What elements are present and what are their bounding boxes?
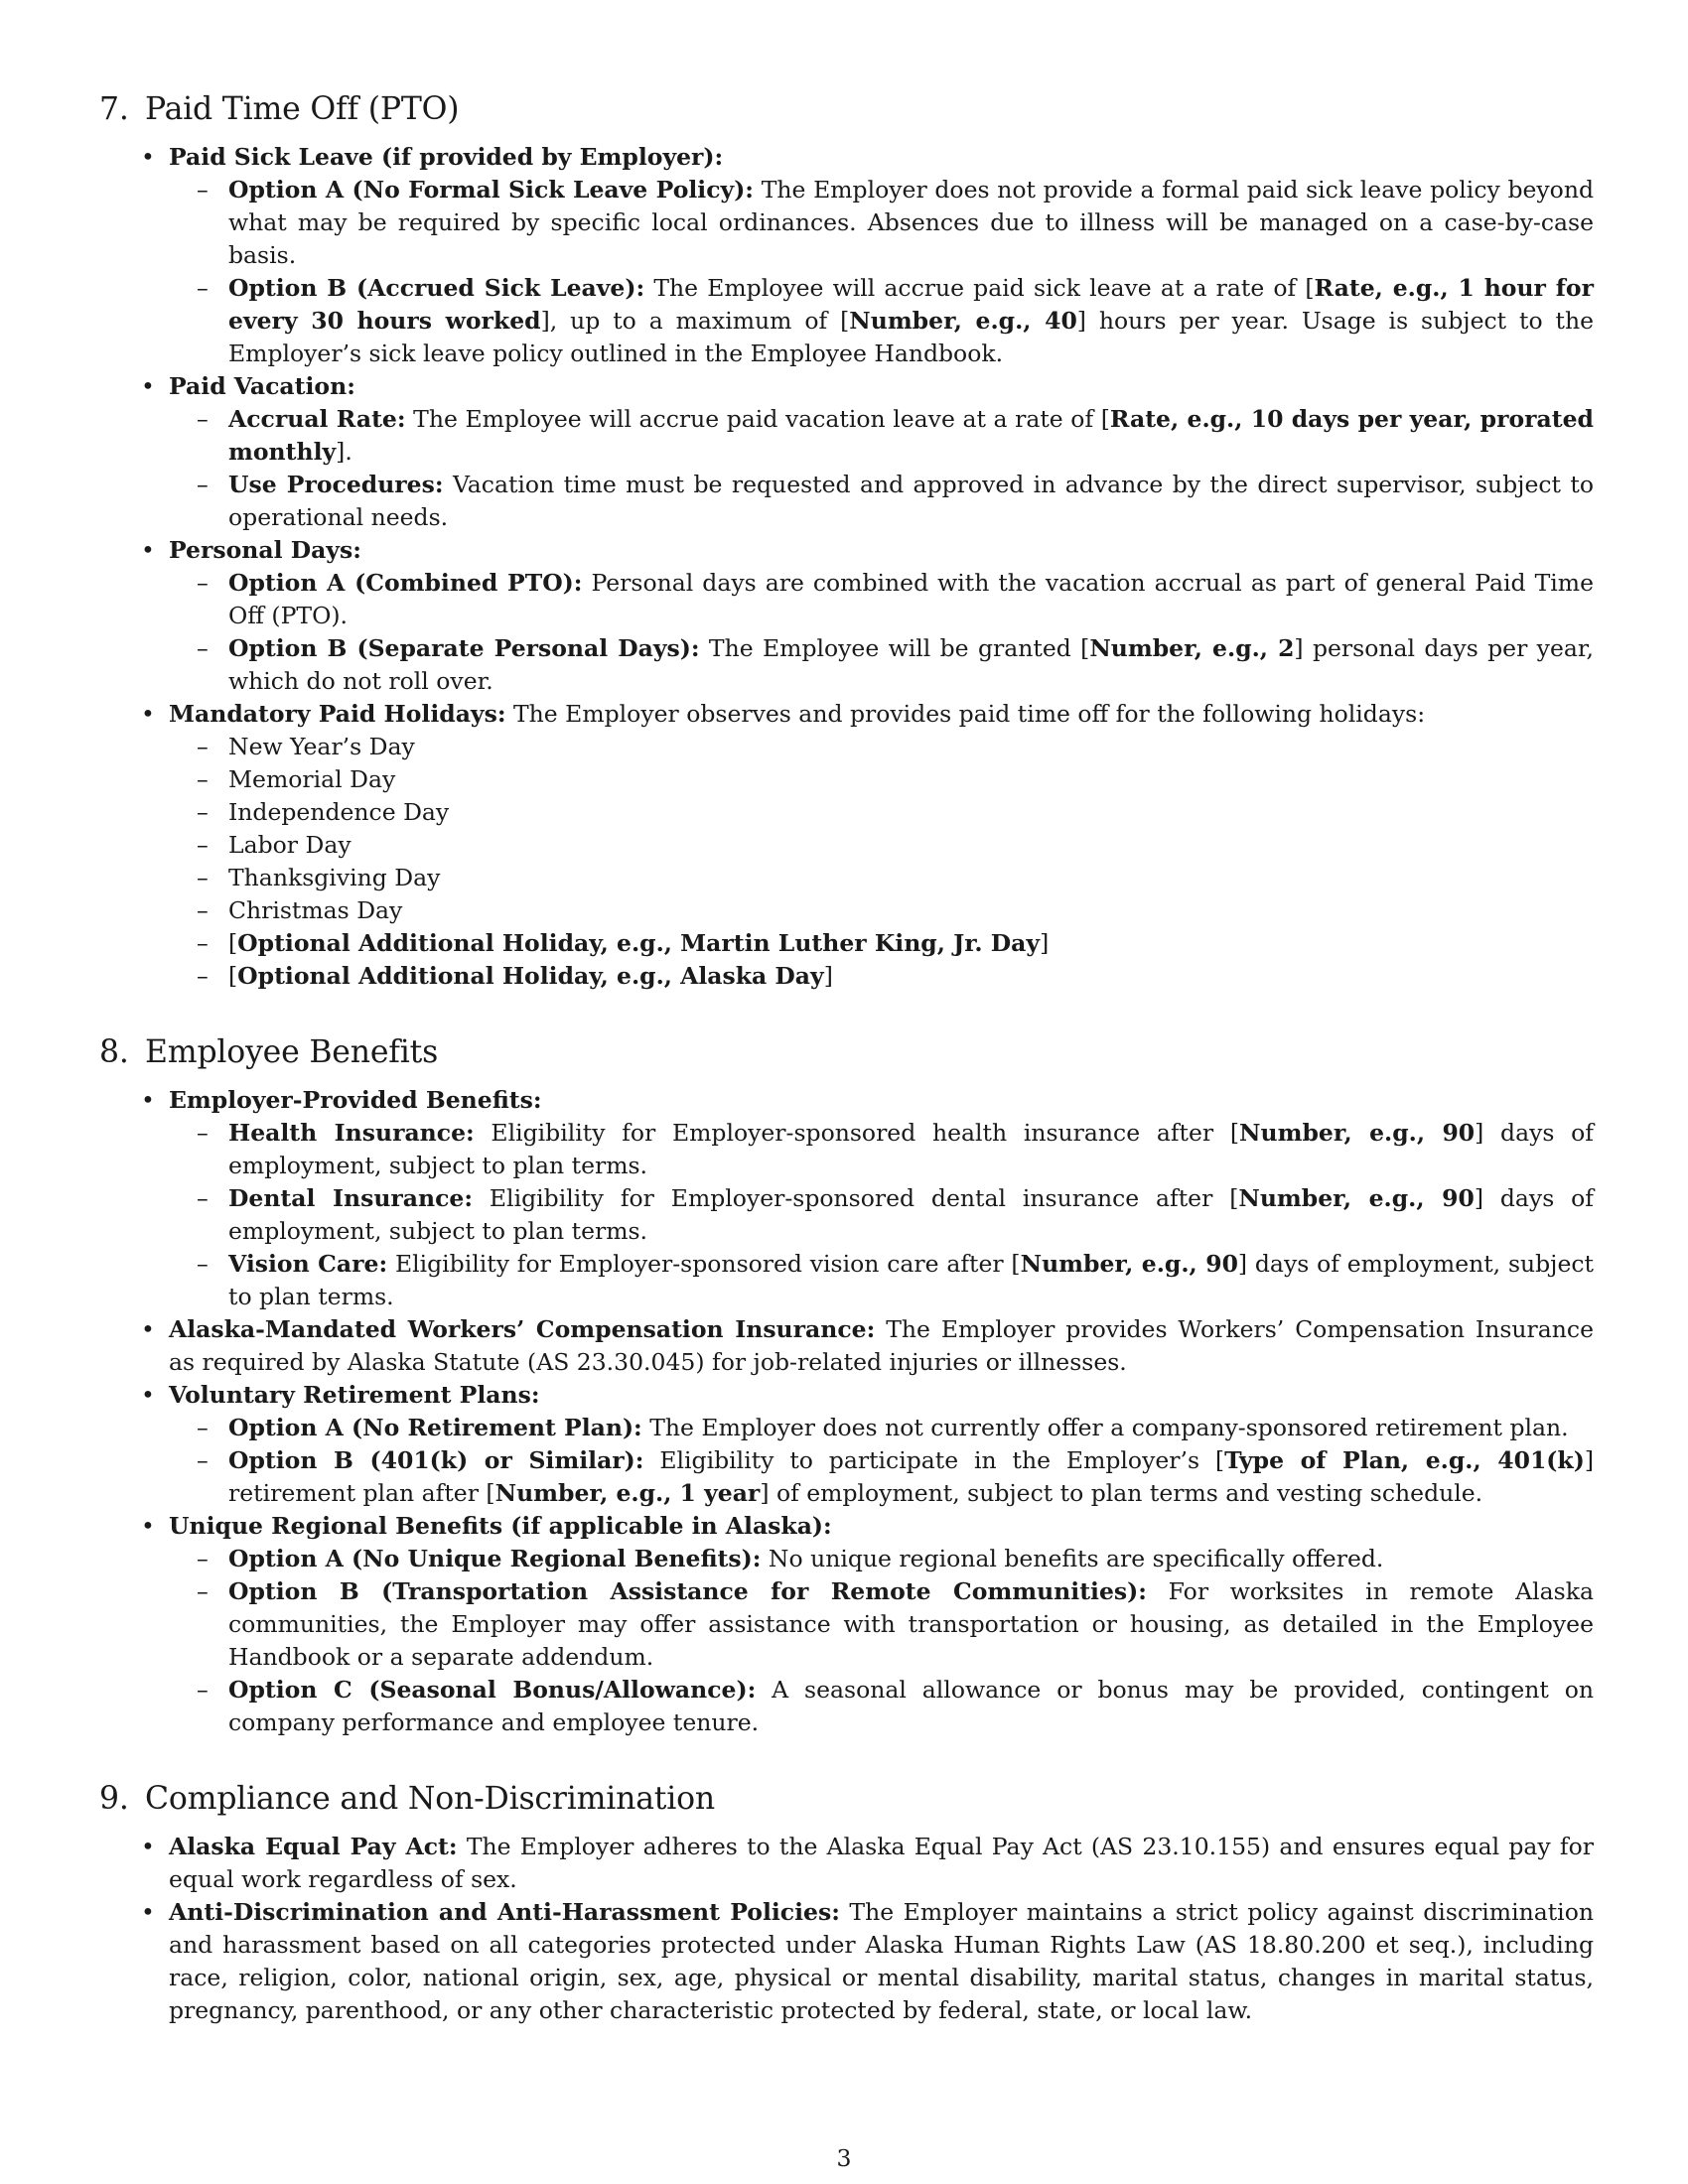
- option-text: A seasonal allowance or bonus may be provided, contingent on company performance and employee tenure.: [228, 1676, 1595, 1736]
- option-text: ] of employment, subject to plan terms and vesting schedule.: [760, 1479, 1483, 1507]
- placeholder-field: Number, e.g., 2: [1089, 634, 1295, 662]
- section-list: [99, 1084, 1594, 1739]
- section-title: Paid Time Off (PTO): [145, 91, 460, 127]
- option-label: Vision Care:: [228, 1250, 388, 1278]
- option-text: ] retirement plan after [: [228, 1446, 1594, 1507]
- option-label: Option C (Seasonal Bonus/Allowance):: [228, 1676, 757, 1704]
- placeholder-field: Number, e.g., 1 year: [494, 1479, 761, 1507]
- option-text: Eligibility to participate in the Employer’s [: [659, 1446, 1225, 1474]
- item-heading: Unique Regional Benefits (if applicable in Alaska):: [169, 1512, 832, 1540]
- sub-list: [169, 174, 1594, 370]
- option-text: Eligibility for Employer-sponsored dental insurance after [: [489, 1184, 1239, 1212]
- section-heading: [99, 89, 1594, 129]
- sub-item-regional-option-a: [228, 1543, 1594, 1575]
- holiday-item: – New Year’s Day: [228, 731, 1594, 763]
- option-label: Option A (No Formal Sick Leave Policy):: [228, 176, 754, 204]
- item-text: The Employer adheres to the Alaska Equal Pay Act (AS 23.10.155) and ensures equal pay for equal work regardless of sex.: [169, 1833, 1594, 1893]
- list-item-mandatory-holidays: [169, 698, 1594, 993]
- section-title: Compliance and Non-Discrimination: [145, 1781, 715, 1817]
- option-text: For worksites in remote Alaska communities, the Employer may offer assistance with transportation or housing, as detailed in the Employee Handbook or a separate addendum.: [228, 1577, 1594, 1671]
- item-heading: Paid Sick Leave (if provided by Employer):: [169, 143, 724, 171]
- option-text: ] days of employment, subject to plan terms.: [228, 1119, 1594, 1179]
- option-text: ] days of employment, subject to plan terms.: [228, 1184, 1594, 1245]
- list-item-personal-days: [169, 534, 1594, 698]
- holiday-item: – Independence Day: [228, 796, 1594, 829]
- option-text: ].: [336, 438, 352, 466]
- option-text: Personal days are combined with the vacation accrual as part of general Paid Time Off (PTO).: [228, 569, 1594, 629]
- section-title: Employee Benefits: [145, 1034, 439, 1070]
- sub-item-sick-option-a: [228, 174, 1594, 272]
- section-number: 8.: [99, 1034, 129, 1070]
- sub-item-retirement-option-a: [228, 1412, 1594, 1444]
- section-heading: [99, 1779, 1594, 1819]
- list-item-paid-vacation: [169, 370, 1594, 534]
- item-heading: Anti-Discrimination and Anti-Harassment Policies:: [169, 1898, 840, 1926]
- list-item-employer-provided-benefits: [169, 1084, 1594, 1313]
- item-text: The Employer maintains a strict policy against discrimination and harassment based on all categories protected under Alaska Human Rights Law (AS 18.80.200 et seq.), including race, religion, color, national origin, sex, age, physical or mental disability, marital status, changes in marital status, pregnancy, parenthood, or any other characteristic protected by federal, state, or local law.: [169, 1898, 1594, 2024]
- sub-item-personal-option-a: [228, 567, 1594, 632]
- sub-item-use-procedures: [228, 469, 1594, 534]
- sub-item-retirement-option-b: [228, 1444, 1594, 1510]
- sub-list: [169, 567, 1594, 698]
- option-text: No unique regional benefits are specifically offered.: [768, 1545, 1384, 1572]
- document-page: [99, 89, 1594, 2067]
- placeholder-field: Type of Plan, e.g., 401(k): [1224, 1446, 1585, 1474]
- option-text: Vacation time must be requested and approved in advance by the direct supervisor, subject to operational needs.: [228, 471, 1594, 531]
- item-text: The Employer provides Workers’ Compensation Insurance as required by Alaska Statute (AS 23.30.045) for job-related injuries or illnesses.: [169, 1315, 1594, 1376]
- sub-item-regional-option-b: [228, 1575, 1594, 1674]
- list-item-equal-pay-act: [169, 1831, 1594, 1896]
- item-heading: Employer-Provided Benefits:: [169, 1086, 542, 1114]
- item-heading: Personal Days:: [169, 536, 361, 564]
- holiday-item: – Thanksgiving Day: [228, 862, 1594, 894]
- sub-item-accrual-rate: [228, 403, 1594, 469]
- option-text: The Employee will accrue paid sick leave at a rate of [: [653, 274, 1315, 302]
- option-text: The Employer does not currently offer a company-sponsored retirement plan.: [649, 1414, 1569, 1441]
- option-label: Accrual Rate:: [228, 405, 406, 433]
- sub-item-dental-insurance: [228, 1182, 1594, 1248]
- section-number: 9.: [99, 1781, 129, 1817]
- placeholder-field: Optional Additional Holiday, e.g., Martin Luther King, Jr. Day: [237, 929, 1041, 957]
- option-text: ] hours per year. Usage is subject to the Employer’s sick leave policy outlined in the Employee Handbook.: [228, 307, 1594, 367]
- item-heading: Alaska-Mandated Workers’ Compensation Insurance:: [169, 1315, 876, 1343]
- option-text: The Employee will accrue paid vacation leave at a rate of [: [413, 405, 1110, 433]
- section-number: 7.: [99, 91, 129, 127]
- option-label: Dental Insurance:: [228, 1184, 474, 1212]
- item-heading: Alaska Equal Pay Act:: [169, 1833, 458, 1860]
- sub-item-vision-care: [228, 1248, 1594, 1313]
- holiday-item: – Memorial Day: [228, 763, 1594, 796]
- section-list: [99, 1831, 1594, 2027]
- page-number: 3: [836, 2144, 852, 2172]
- option-label: Option A (No Retirement Plan):: [228, 1414, 642, 1441]
- option-text: ], up to a maximum of [: [540, 307, 850, 335]
- option-label: Option B (Transportation Assistance for Remote Communities):: [228, 1577, 1147, 1605]
- sub-list: [169, 1117, 1594, 1313]
- sub-item-health-insurance: [228, 1117, 1594, 1182]
- option-label: Health Insurance:: [228, 1119, 475, 1147]
- placeholder-field: Number, e.g., 90: [1238, 1184, 1475, 1212]
- option-label: Option A (No Unique Regional Benefits):: [228, 1545, 762, 1572]
- option-text: Eligibility for Employer-sponsored health insurance after [: [491, 1119, 1240, 1147]
- holiday-item: – Christmas Day: [228, 894, 1594, 927]
- placeholder-field: Rate, e.g., 10 days per year, prorated monthly: [228, 405, 1594, 466]
- item-heading: Mandatory Paid Holidays:: [169, 700, 506, 728]
- section-paid-time-off: [99, 89, 1594, 993]
- list-item-anti-discrimination: [169, 1896, 1594, 2027]
- sub-list: [169, 1412, 1594, 1510]
- option-label: Option B (401(k) or Similar):: [228, 1446, 644, 1474]
- sub-list: [169, 1543, 1594, 1739]
- sub-list: [169, 403, 1594, 534]
- item-text: The Employer observes and provides paid time off for the following holidays:: [512, 700, 1426, 728]
- holiday-item-optional: – [Optional Additional Holiday, e.g., Martin Luther King, Jr. Day]: [228, 927, 1594, 960]
- holiday-list: [169, 731, 1594, 993]
- section-list: [99, 141, 1594, 993]
- list-item-retirement-plans: [169, 1379, 1594, 1510]
- option-text: Eligibility for Employer-sponsored vision care after [: [394, 1250, 1021, 1278]
- option-label: Option B (Accrued Sick Leave):: [228, 274, 645, 302]
- sub-item-personal-option-b: [228, 632, 1594, 698]
- placeholder-field: Number, e.g., 90: [1239, 1119, 1476, 1147]
- placeholder-field: Number, e.g., 90: [1020, 1250, 1238, 1278]
- option-text: The Employee will be granted [: [708, 634, 1090, 662]
- sub-item-regional-option-c: [228, 1674, 1594, 1739]
- placeholder-field: Number, e.g., 40: [849, 307, 1077, 335]
- option-text: ] personal days per year, which do not roll over.: [228, 634, 1594, 695]
- list-item-regional-benefits: [169, 1510, 1594, 1739]
- section-compliance: [99, 1779, 1594, 2027]
- option-label: Option A (Combined PTO):: [228, 569, 583, 597]
- list-item-paid-sick-leave: [169, 141, 1594, 370]
- option-text: The Employer does not provide a formal paid sick leave policy beyond what may be required by specific local ordinances. Absences due to illness will be managed on a case-by-case basis.: [228, 176, 1594, 269]
- sub-item-sick-option-b: [228, 272, 1594, 370]
- item-heading: Voluntary Retirement Plans:: [169, 1381, 540, 1409]
- holiday-item-optional: – [Optional Additional Holiday, e.g., Alaska Day]: [228, 960, 1594, 993]
- option-label: Option B (Separate Personal Days):: [228, 634, 700, 662]
- placeholder-field: Rate, e.g., 1 hour for every 30 hours worked: [228, 274, 1594, 335]
- holiday-item: – Labor Day: [228, 829, 1594, 862]
- placeholder-field: Optional Additional Holiday, e.g., Alaska Day: [237, 962, 824, 990]
- section-employee-benefits: [99, 1032, 1594, 1739]
- list-item-workers-compensation: [169, 1313, 1594, 1379]
- option-text: ] days of employment, subject to plan terms.: [228, 1250, 1594, 1310]
- section-heading: [99, 1032, 1594, 1072]
- item-heading: Paid Vacation:: [169, 372, 355, 400]
- option-label: Use Procedures:: [228, 471, 444, 498]
